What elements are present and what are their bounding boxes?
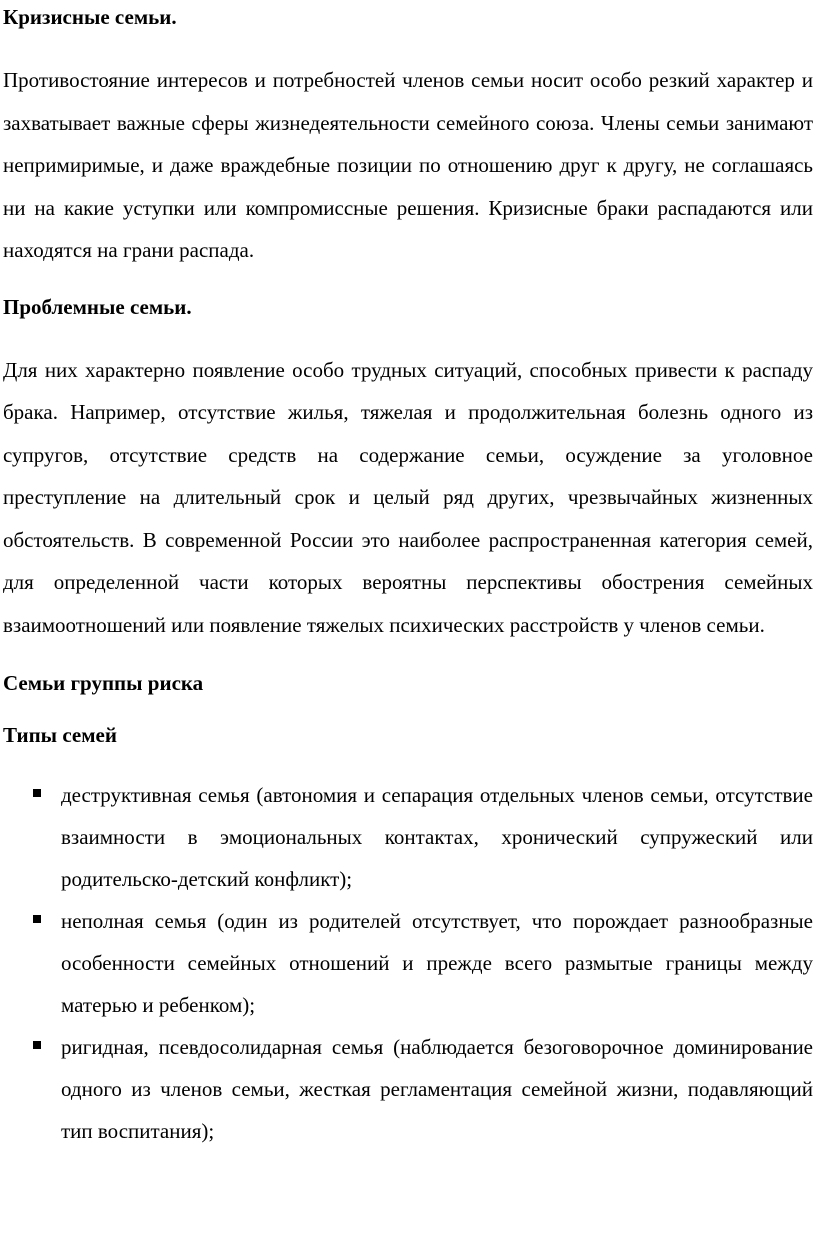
list-item (3, 774, 813, 900)
square-bullet-icon (33, 789, 41, 797)
paragraph-problem-families: Для них характерно появление особо трудных ситуаций, способных привести к распаду брака. Например, отсутствие жилья, тяжелая и продолжительная болезнь одного из супругов, отсутствие средств на содержание семьи, осуждение за уголовное преступление на длительный срок и целый ряд других, чрезвычайных жизненных обстоятельств. В современной России это наиболее распространенная категория семей, для определенной части которых вероятны перспективы обострения семейных взаимоотношений или появление тяжелых психических расстройств у членов семьи. (3, 357, 813, 637)
heading-family-types: Типы семей (3, 723, 117, 747)
paragraph-crisis-families: Противостояние интересов и потребностей членов семьи носит особо резкий характер и захватывает важные сферы жизнедеятельности семейного союза. Члены семьи занимают непримиримые, и даже враждебные позиции по отношению друг к другу, не соглашаясь ни на какие уступки или компромиссные решения. Кризисные браки распадаются или находятся на грани распада. (3, 68, 813, 262)
heading-crisis-families: Кризисные семьи. (3, 5, 177, 29)
list-item (3, 1026, 813, 1152)
square-bullet-icon (33, 915, 41, 923)
family-types-list (3, 774, 813, 1152)
list-item-text: неполная семья (один из родителей отсутствует, что порождает разнообразные особенности семейных отношений и прежде всего размытые границы между матерью и ребенком); (61, 909, 813, 1017)
heading-problem-families: Проблемные семьи. (3, 294, 192, 319)
list-item-text: деструктивная семья (автономия и сепарация отдельных членов семьи, отсутствие взаимности в эмоциональных контактах, хронический супружеский или родительско-детский конфликт); (61, 783, 813, 891)
heading-risk-families: Семьи группы риска (3, 671, 204, 695)
list-item-text: ригидная, псевдосолидарная семья (наблюдается безоговорочное доминирование одного из членов семьи, жесткая регламентация семейной жизни, подавляющий тип воспитания); (61, 1035, 813, 1143)
list-item (3, 900, 813, 1026)
square-bullet-icon (33, 1041, 41, 1049)
